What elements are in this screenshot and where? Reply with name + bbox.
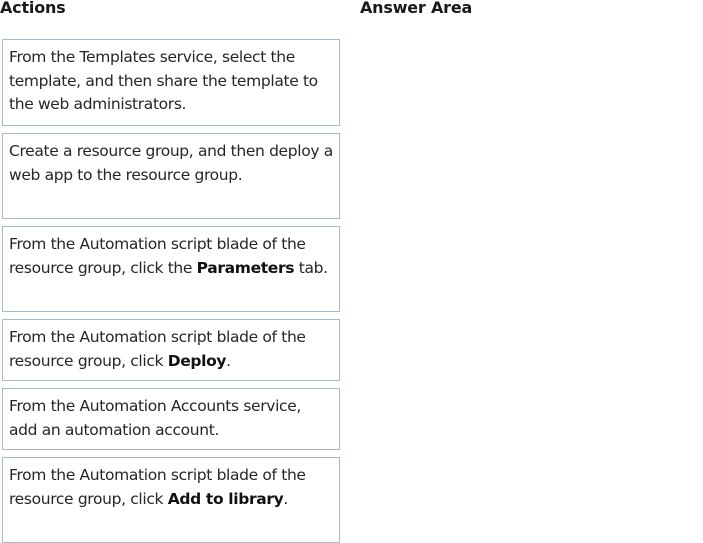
- action-text-end: .: [283, 489, 288, 508]
- action-text: Create a resource group, and then deploy a web app to the resource group.: [9, 142, 333, 184]
- action-item-share-template[interactable]: [2, 39, 340, 126]
- action-item-create-resource-group[interactable]: [2, 133, 340, 219]
- action-item-parameters-tab[interactable]: [2, 226, 340, 312]
- action-item-add-to-library[interactable]: [2, 457, 340, 543]
- action-text-end: .: [226, 351, 231, 370]
- action-bold-text: Parameters: [196, 258, 295, 277]
- action-text-end: tab.: [294, 258, 328, 277]
- action-bold-text: Deploy: [167, 351, 227, 370]
- actions-heading: Actions: [0, 0, 66, 17]
- action-text: From the Templates service, select the template, and then share the template to the web administrators.: [9, 48, 318, 113]
- action-item-deploy[interactable]: [2, 319, 340, 381]
- action-bold-text: Add to library: [167, 489, 284, 508]
- action-text: From the Automation script blade of the resource group, click: [9, 466, 306, 508]
- answer-area-heading: Answer Area: [360, 0, 473, 17]
- answer-area-dropzone[interactable]: [356, 26, 696, 538]
- action-text: From the Automation Accounts service, add an automation account.: [9, 397, 301, 439]
- action-text: From the Automation script blade of the resource group, click: [9, 328, 306, 370]
- action-text: From the Automation script blade of the resource group, click the: [9, 235, 306, 277]
- action-item-automation-account[interactable]: [2, 388, 340, 450]
